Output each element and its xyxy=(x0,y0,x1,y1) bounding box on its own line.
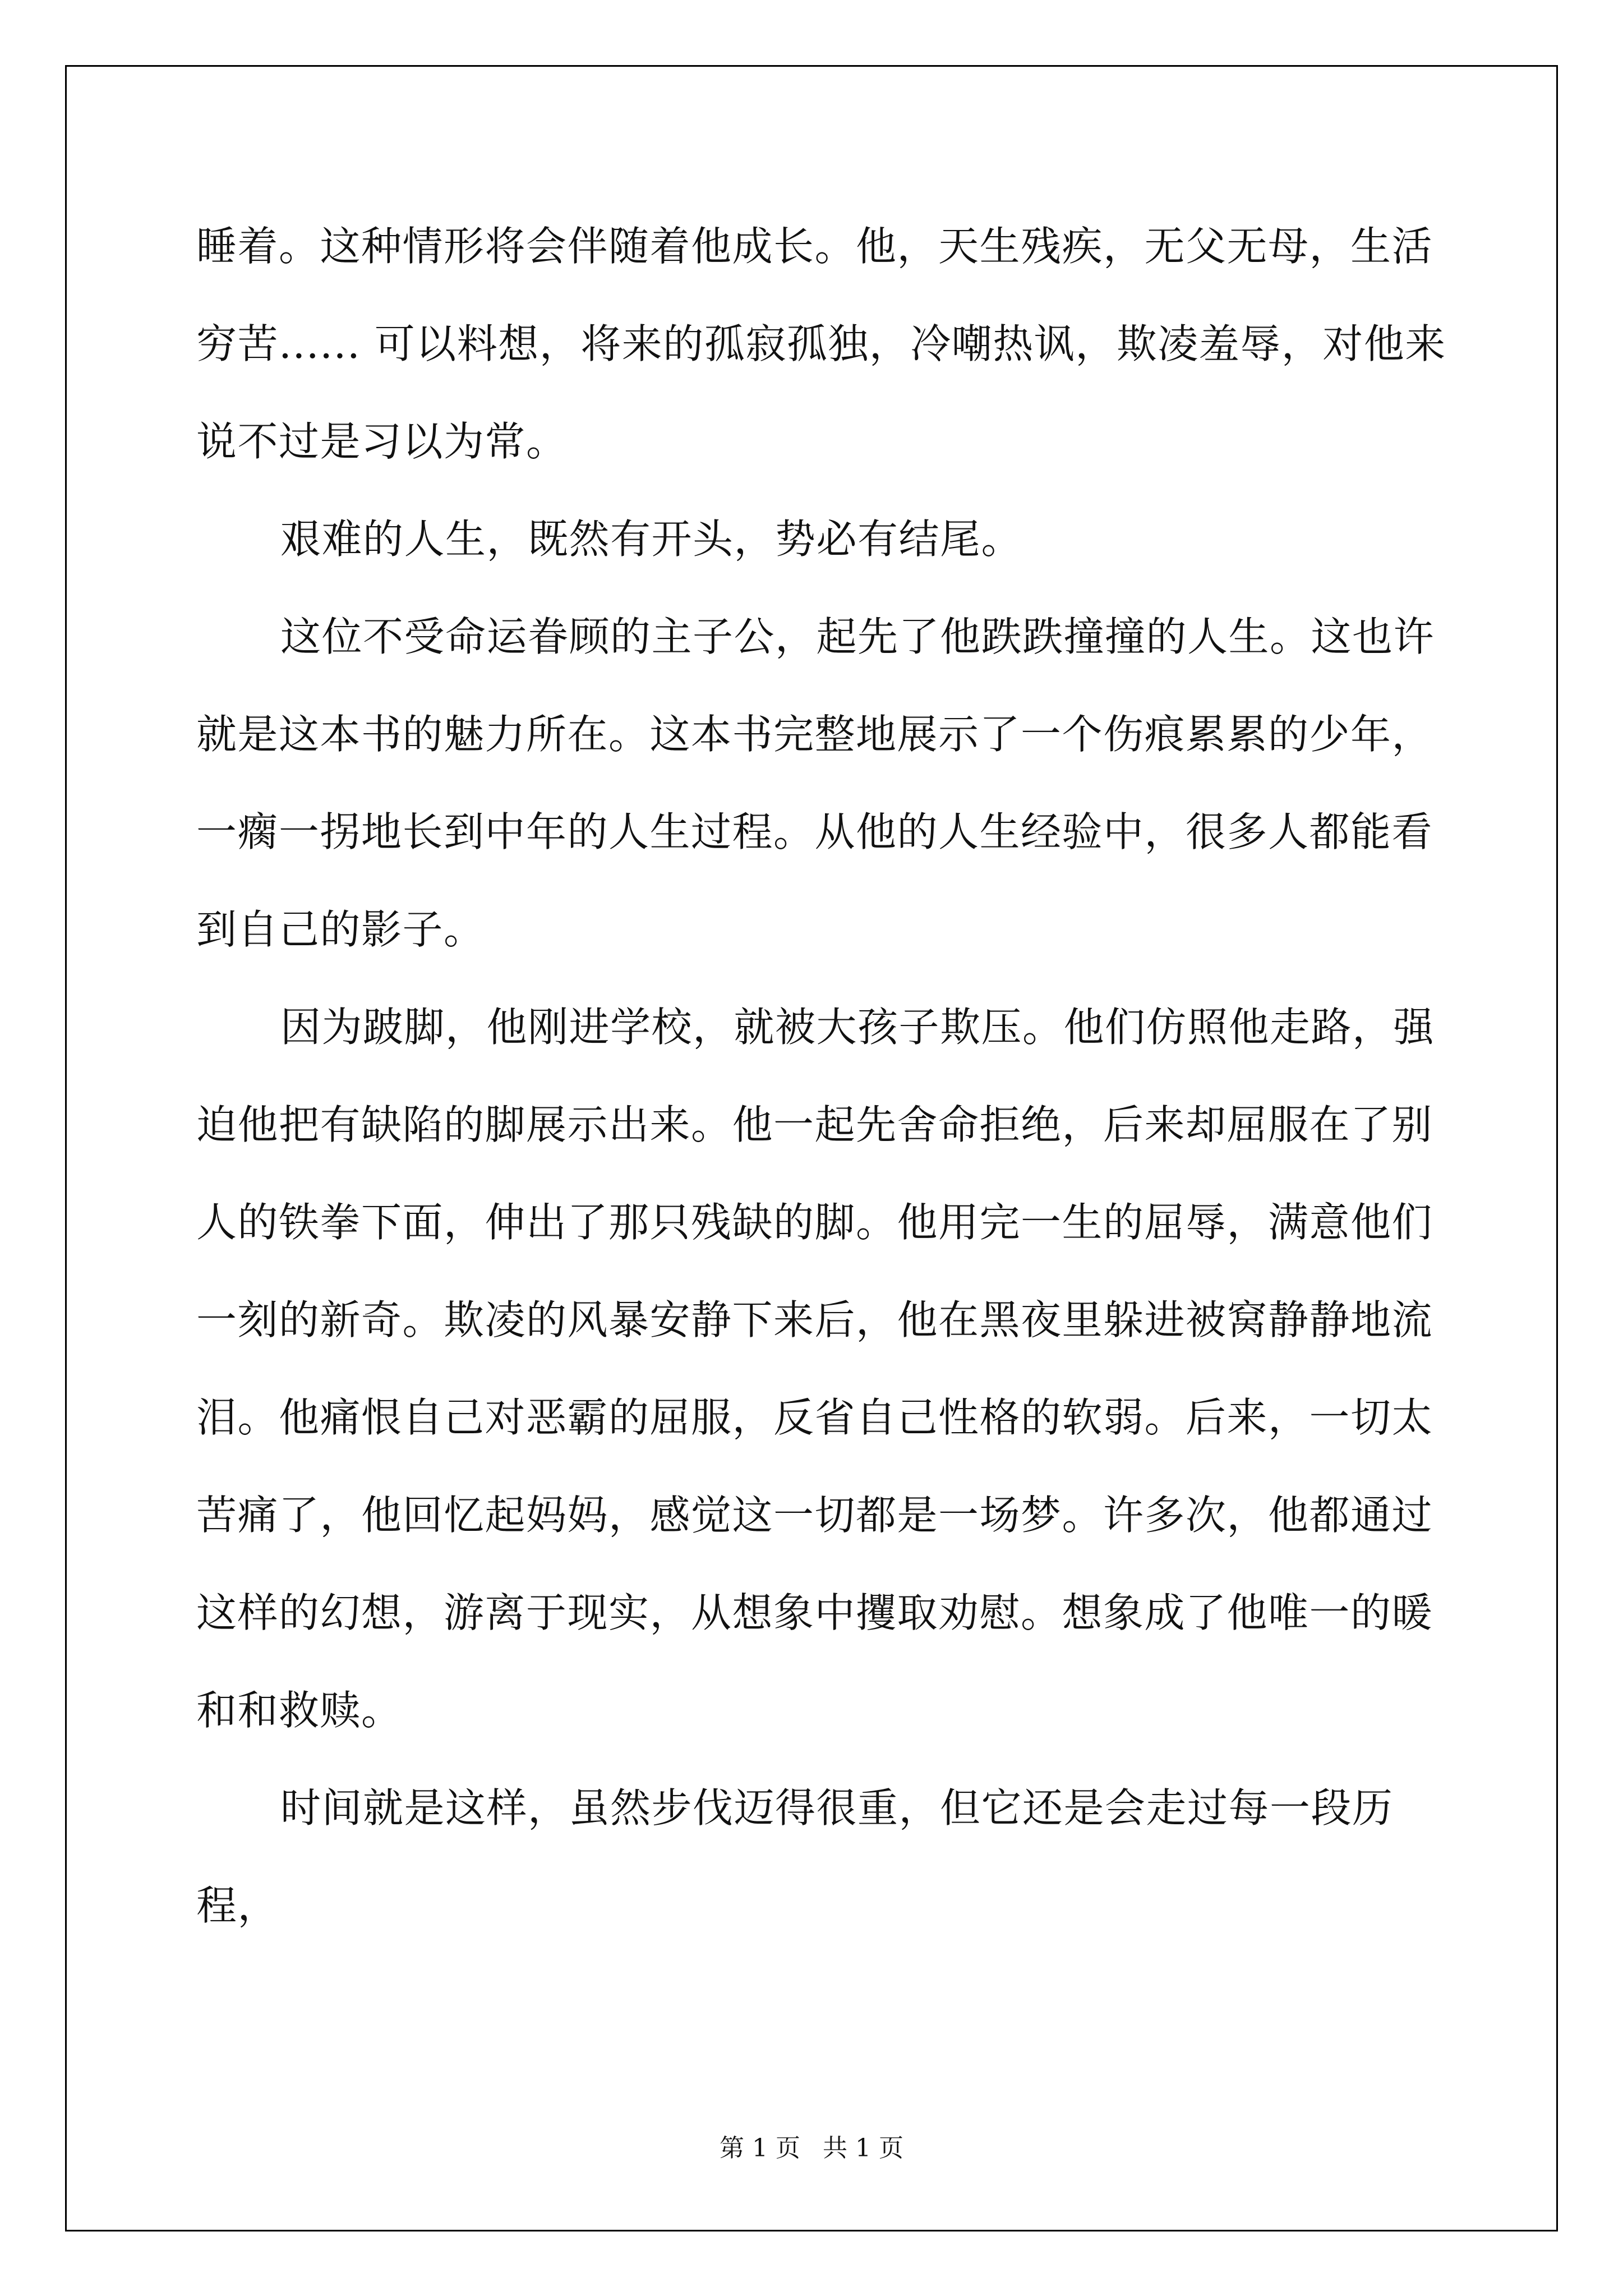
paragraph-3: 这位不受命运眷顾的主子公，起先了他跌跌撞撞的人生。这也许就是这本书的魅力所在。这本书完整地展示了一个伤痕累累的少年，一瘸一拐地长到中年的人生过程。从他的人生经验中，很多人都能看到自己的影子。 xyxy=(196,613,1435,953)
page-footer xyxy=(0,2132,1623,2165)
paragraph-1: 睡着。这种情形将会伴随着他成长。他，天生残疾，无父无母，生活穷苦...... 可以料想，将来的孤寂孤独，冷嘲热讽，欺凌羞辱，对他来说不过是习以为常。 xyxy=(196,223,1446,465)
paragraph-5: 时间就是这样，虽然步伐迈得很重，但它还是会走过每一段历程， xyxy=(196,1784,1394,1929)
page-total: 共 1 页 xyxy=(823,2134,903,2162)
paragraph-4: 因为跛脚，他刚进学校，就被大孩子欺压。他们仿照他走路，强迫他把有缺陷的脚展示出来。他一起先舍命拒绝，后来却屈服在了别人的铁拳下面，伸出了那只残缺的脚。他用完一生的屈辱，满意他们一刻的新奇。欺凌的风暴安静下来后，他在黑夜里躲进被窝静静地流泪。他痛恨自己对恶霸的屈服，反省自己性格的软弱。后来，一切太苦痛了，他回忆起妈妈，感觉这一切都是一场梦。许多次，他都通过这样的幻想，游离于现实，从想象中攫取劝慰。想象成了他唯一的暖和和救赎。 xyxy=(196,1004,1435,1734)
document-body xyxy=(196,197,1453,1954)
paragraph-2: 艰难的人生，既然有开头，势必有结尾。 xyxy=(280,516,1023,563)
page-number: 第 1 页 xyxy=(720,2134,800,2162)
